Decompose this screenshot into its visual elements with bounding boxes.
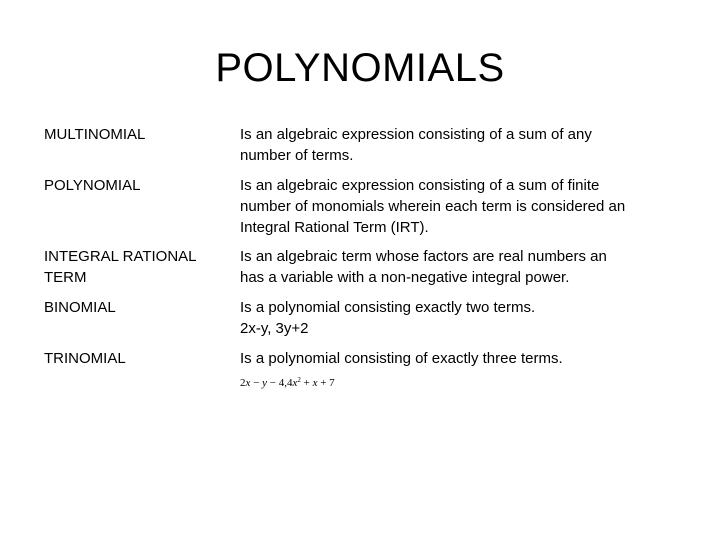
math-coef: 2 bbox=[240, 377, 246, 389]
math-exponent: 2 bbox=[297, 376, 301, 384]
definition-line: Integral Rational Term (IRT). bbox=[240, 219, 429, 236]
definition-line: number of monomials wherein each term is considered an bbox=[240, 198, 626, 215]
term-trinomial bbox=[44, 348, 224, 369]
term-line: TRINOMIAL bbox=[44, 350, 126, 367]
trinomial-example bbox=[240, 373, 335, 390]
definition-line: Is a polynomial consisting of exactly three terms. bbox=[240, 350, 563, 367]
term-line: MULTINOMIAL bbox=[44, 126, 146, 143]
term-line: BINOMIAL bbox=[44, 299, 116, 316]
term-line: INTEGRAL RATIONAL bbox=[44, 248, 197, 265]
definition-line: Is an algebraic term whose factors are real numbers an bbox=[240, 248, 607, 265]
term-binomial bbox=[44, 297, 224, 318]
math-var: x bbox=[312, 377, 318, 389]
slide-title: POLYNOMIALS bbox=[215, 46, 505, 90]
definition-line: Is a polynomial consisting exactly two terms. bbox=[240, 299, 536, 316]
definition-line: Is an algebraic expression consisting of a sum of any bbox=[240, 126, 592, 143]
definition-trinomial bbox=[240, 348, 690, 369]
definition-integral-rational-term bbox=[240, 246, 690, 288]
definition-polynomial bbox=[240, 175, 690, 238]
term-line: TERM bbox=[44, 269, 87, 286]
term-polynomial bbox=[44, 175, 224, 196]
definition-line: 2x-y, 3y+2 bbox=[240, 320, 309, 337]
math-op: − 4,4 bbox=[267, 377, 293, 389]
math-op: + 7 bbox=[317, 377, 335, 389]
math-op: − bbox=[250, 377, 263, 389]
definition-multinomial bbox=[240, 124, 690, 166]
definition-line: number of terms. bbox=[240, 147, 354, 164]
math-var: y bbox=[262, 377, 267, 389]
math-op: + bbox=[300, 377, 313, 389]
math-var: x bbox=[245, 377, 251, 389]
definition-binomial bbox=[240, 297, 690, 339]
term-line: POLYNOMIAL bbox=[44, 177, 141, 194]
definition-line: has a variable with a non-negative integral power. bbox=[240, 269, 570, 286]
math-var: x bbox=[292, 377, 298, 389]
definition-line: Is an algebraic expression consisting of a sum of finite bbox=[240, 177, 600, 194]
term-multinomial bbox=[44, 124, 224, 145]
term-integral-rational-term bbox=[44, 246, 224, 288]
